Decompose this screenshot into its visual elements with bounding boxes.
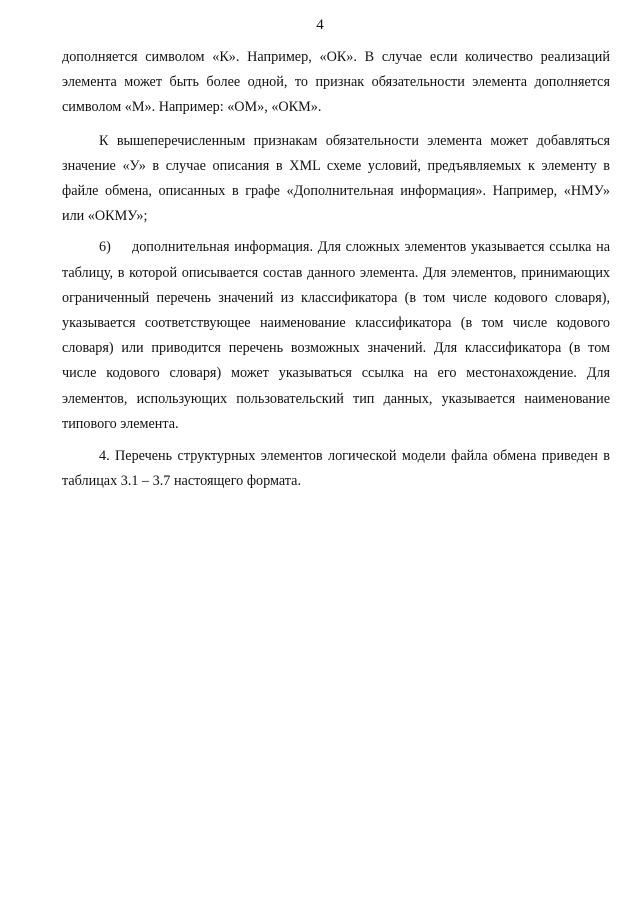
paragraph-optional-flag-u: К вышеперечисленным признакам обязательности элемента может добавляться значение «У» в случае описания в XML схеме условий, предъявляемых к элементу в файле обмена, описанных в графе «Дополнительная информация». Например, «НМУ» или «ОКМУ»;: [62, 132, 610, 225]
document-body: [62, 45, 610, 494]
paragraph-continuation: дополняется символом «К». Например, «ОК». В случае если количество реализаций элемента может быть более одной, то признак обязательности элемента дополняется символом «М». Например: «ОМ», «ОКМ».: [62, 49, 610, 116]
page-number: 4: [316, 17, 324, 33]
paragraph-item-6: [62, 235, 610, 437]
paragraph-item-4: 4. Перечень структурных элементов логической модели файла обмена приведен в таблицах 3.1 – 3.7 настоящего формата.: [62, 448, 610, 490]
list-marker: 6): [99, 239, 111, 256]
paragraph-item-6-text: дополнительная информация. Для сложных элементов указывается ссылка на таблицу, в которой описывается состав данного элемента. Для элементов, принимающих ограниченный перечень значений из классификатора (в том числе кодового словаря), указывается соответствующее наименование классификатора (в том числе кодового словаря) или приводится перечень возможных значений. Для классификатора (в том числе кодового словаря) может указываться ссылка на его местонахождение. Для элементов, использующих пользовательский тип данных, указывается наименование типового элемента.: [62, 239, 610, 432]
